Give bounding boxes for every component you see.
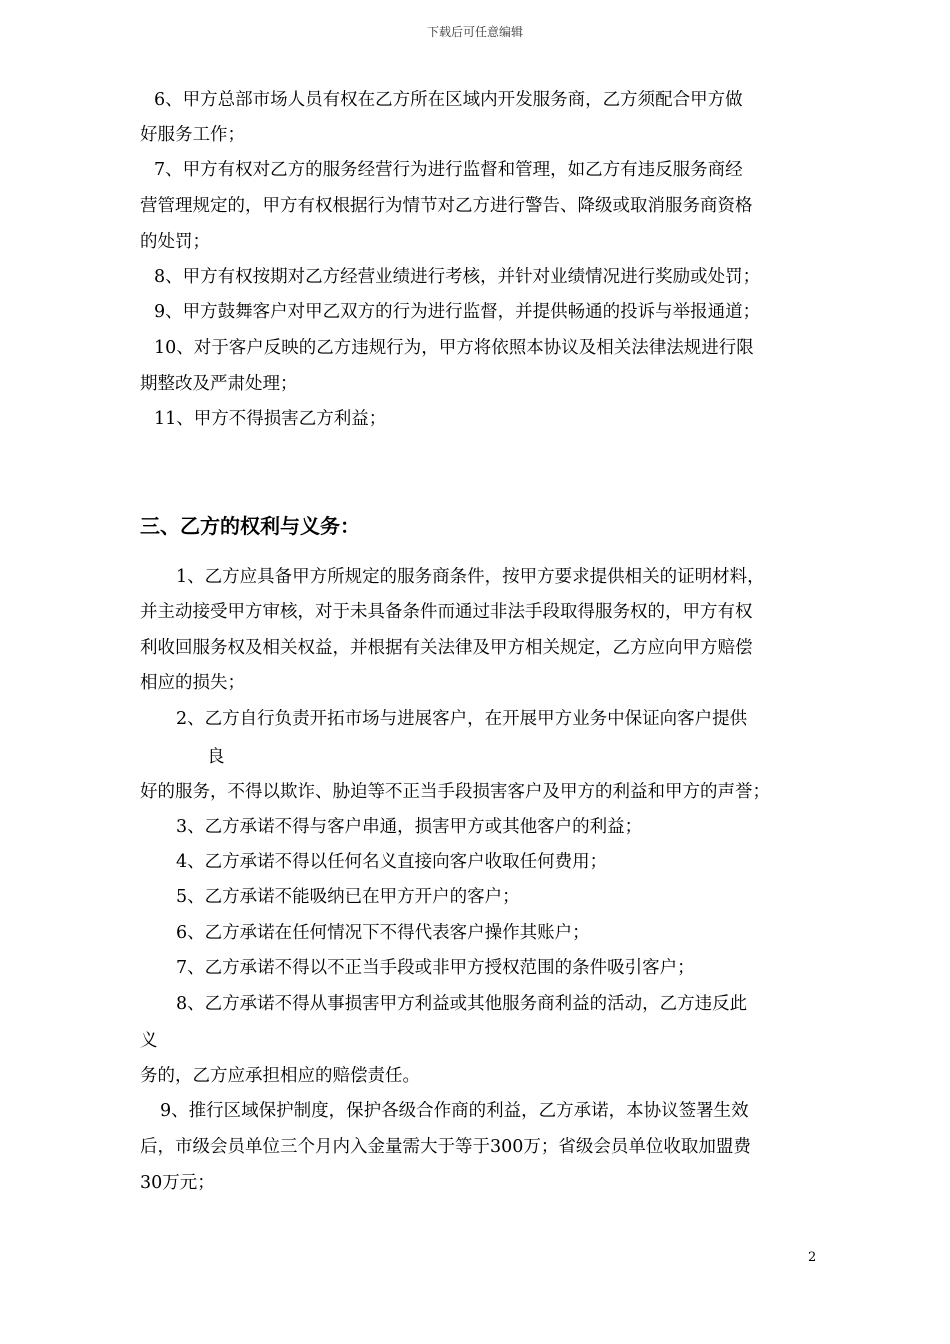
text-line: 4、乙方承诺不得以任何名义直接向客户收取任何费用； [176, 852, 608, 872]
text-line: 11、甲方不得损害乙方利益； [154, 409, 387, 429]
text-line: 的处罚； [140, 232, 210, 252]
text-line: 30万元； [140, 1173, 215, 1193]
text-line: 并主动接受甲方审核，对于未具备条件而通过非法手段取得服务权的，甲方有权 [140, 602, 753, 622]
text-line: 营管理规定的，甲方有权根据行为情节对乙方进行警告、降级或取消服务商资格 [140, 196, 753, 216]
text-line: 后，市级会员单位三个月内入金量需大于等于300万；省级会员单位收取加盟费 [140, 1137, 751, 1157]
text-line: 3、乙方承诺不得与客户串通，损害甲方或其他客户的利益； [176, 817, 643, 837]
text-line: 2、乙方自行负责开拓市场与进展客户，在开展甲方业务中保证向客户提供 [176, 709, 748, 729]
text-line: 义 [140, 1031, 158, 1051]
text-line: 相应的损失； [140, 673, 245, 693]
text-line: 9、甲方鼓舞客户对甲乙双方的行为进行监督，并提供畅通的投诉与举报通道； [154, 302, 761, 322]
text-line: 期整改及严肃处理； [140, 374, 298, 394]
text-line: 10、对于客户反映的乙方违规行为，甲方将依照本协议及相关法律法规进行限 [154, 338, 754, 358]
text-line: 1、乙方应具备甲方所规定的服务商条件，按甲方要求提供相关的证明材料， [176, 567, 765, 587]
text-line: 7、甲方有权对乙方的服务经营行为进行监督和管理，如乙方有违反服务商经 [154, 160, 743, 180]
page-header: 下载后可任意编辑 [426, 25, 523, 39]
text-line: 5、乙方承诺不能吸纳已在甲方开户的客户； [176, 887, 520, 907]
text-line: 7、乙方承诺不得以不正当手段或非甲方授权范围的条件吸引客户； [176, 958, 695, 978]
page-number: 2 [808, 1250, 817, 1265]
text-line: 6、乙方承诺在任何情况下不得代表客户操作其账户； [176, 923, 590, 943]
text-line: 务的，乙方应承担相应的赔偿责任。 [140, 1066, 420, 1086]
text-line: 好服务工作； [140, 125, 245, 145]
text-line: 利收回服务权及相关权益，并根据有关法律及甲方相关规定，乙方应向甲方赔偿 [140, 638, 753, 658]
text-line: 好的服务，不得以欺诈、胁迫等不正当手段损害客户及甲方的利益和甲方的声誉； [140, 782, 770, 802]
text-line: 8、乙方承诺不得从事损害甲方利益或其他服务商利益的活动，乙方违反此 [176, 994, 748, 1014]
text-line: 6、甲方总部市场人员有权在乙方所在区域内开发服务商，乙方须配合甲方做 [154, 90, 743, 110]
text-line: 9、推行区域保护制度，保护各级合作商的利益，乙方承诺，本协议签署生效 [160, 1101, 749, 1121]
text-line: 8、甲方有权按期对乙方经营业绩进行考核，并针对业绩情况进行奖励或处罚； [154, 267, 761, 287]
section-heading: 三、乙方的权利与义务： [140, 514, 360, 538]
text-line: 良 [207, 747, 225, 767]
